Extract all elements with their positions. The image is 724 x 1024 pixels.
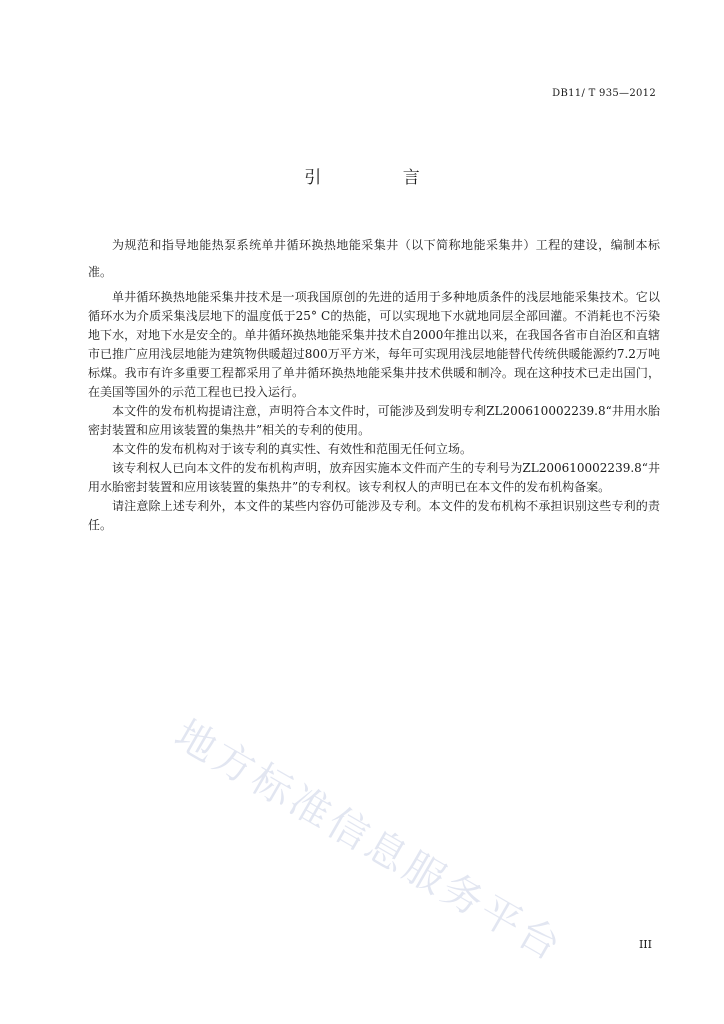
document-code: DB11/ T 935—2012	[552, 88, 656, 99]
paragraph-technology: 单井循环换热地能采集井技术是一项我国原创的先进的适用于多种地质条件的浅层地能采集技术。它以循环水为介质采集浅层地下的温度低于25° C的热能，可以实现地下水就地同层全部回灌。不消耗也不污染地下水，对地下水是安全的。单井循环换热地能采集井技术自2000年推出以来，在我国各省市自治区和直辖市已推广应用浅层地能为建筑物供暖超过800万平方米，每年可实现用浅层地能替代传统供暖能源约7.2万吨标煤。我市有许多重要工程都采用了单井循环换热地能采集井技术供暖和制冷。现在这种技术已走出国门，在美国等国外的示范工程也已投入运行。	[88, 290, 660, 399]
document-body	[88, 232, 660, 535]
paragraph-purpose: 为规范和指导地能热泵系统单井循环换热地能采集井（以下简称地能采集井）工程的建设，编制本标准。	[88, 238, 660, 279]
paragraph-patent-waiver: 该专利权人已向本文件的发布机构声明，放弃因实施本文件而产生的专利号为ZL200610002239.8“井用水胎密封装置和应用该装置的集热井”的专利权。该专利权人的声明已在本文件的发布机构备案。	[88, 461, 660, 494]
page-title: 引 言	[304, 168, 458, 188]
watermark-text: 地方标准信息服务平台	[166, 711, 571, 972]
paragraph-patent-notice: 本文件的发布机构提请注意，声明符合本文件时，可能涉及到发明专利ZL200610002239.8“井用水胎密封装置和应用该装置的集热井”相关的专利的使用。	[88, 404, 660, 437]
paragraph-patent-position: 本文件的发布机构对于该专利的真实性、有效性和范围无任何立场。	[112, 442, 473, 456]
page-number: III	[638, 938, 652, 951]
paragraph-patent-responsibility: 请注意除上述专利外，本文件的某些内容仍可能涉及专利。本文件的发布机构不承担识别这些专利的责任。	[88, 499, 660, 532]
